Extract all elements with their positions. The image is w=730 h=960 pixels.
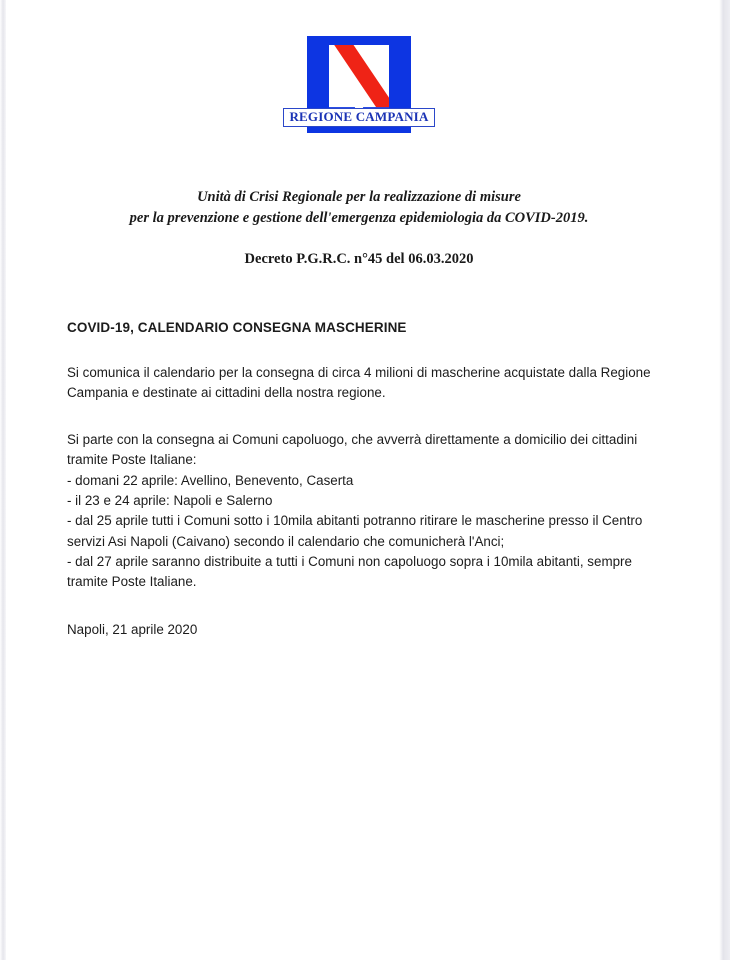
schedule-line-1: Si parte con la consegna ai Comuni capoluogo, che avverrà direttamente a domicilio dei cittadini	[67, 431, 638, 447]
paragraph-intro-line-2: Campania e destinate ai cittadini della nostra regione.	[67, 385, 386, 401]
shield-red-band	[329, 45, 389, 116]
paragraph-intro-line-1: Si comunica il calendario per la consegna di circa 4 milioni di mascherine acquistate dalla Regione	[67, 365, 651, 381]
schedule-item-22-aprile: - domani 22 aprile: Avellino, Benevento, Caserta	[67, 472, 354, 488]
schedule-item-25-aprile-line-2: servizi Asi Napoli (Caivano) secondo il calendario che comunicherà l'Anci;	[67, 533, 505, 549]
paragraph-schedule	[67, 430, 651, 593]
decree-reference: Decreto P.G.R.C. n°45 del 06.03.2020	[244, 251, 474, 268]
schedule-item-25-aprile-line-1: - dal 25 aprile tutti i Comuni sotto i 10mila abitanti potranno ritirare le mascherine presso il Centro	[67, 513, 643, 529]
document-body	[67, 320, 651, 640]
page-title: COVID-19, CALENDARIO CONSEGNA MASCHERINE	[67, 320, 407, 336]
schedule-item-23-24-aprile: - il 23 e 24 aprile: Napoli e Salerno	[67, 492, 273, 508]
page-right-edge-strip	[712, 0, 730, 960]
document-page	[6, 0, 712, 960]
regione-campania-logo	[289, 0, 429, 133]
paragraph-intro	[67, 363, 651, 404]
signoff-location-date: Napoli, 21 aprile 2020	[67, 621, 198, 637]
schedule-line-2: tramite Poste Italiane:	[67, 452, 197, 468]
schedule-item-27-aprile-line-2: tramite Poste Italiane.	[67, 574, 197, 590]
header-line-1: Unità di Crisi Regionale per la realizzazione di misure	[197, 189, 521, 205]
header-line-2: per la prevenzione e gestione dell'emergenza epidemiologia da COVID-2019.	[129, 210, 589, 227]
logo-banner-label: REGIONE CAMPANIA	[283, 108, 435, 127]
schedule-item-27-aprile-line-1: - dal 27 aprile saranno distribuite a tutti i Comuni non capoluogo sopra i 10mila abitanti, sempre	[67, 554, 632, 570]
document-header	[6, 187, 712, 229]
